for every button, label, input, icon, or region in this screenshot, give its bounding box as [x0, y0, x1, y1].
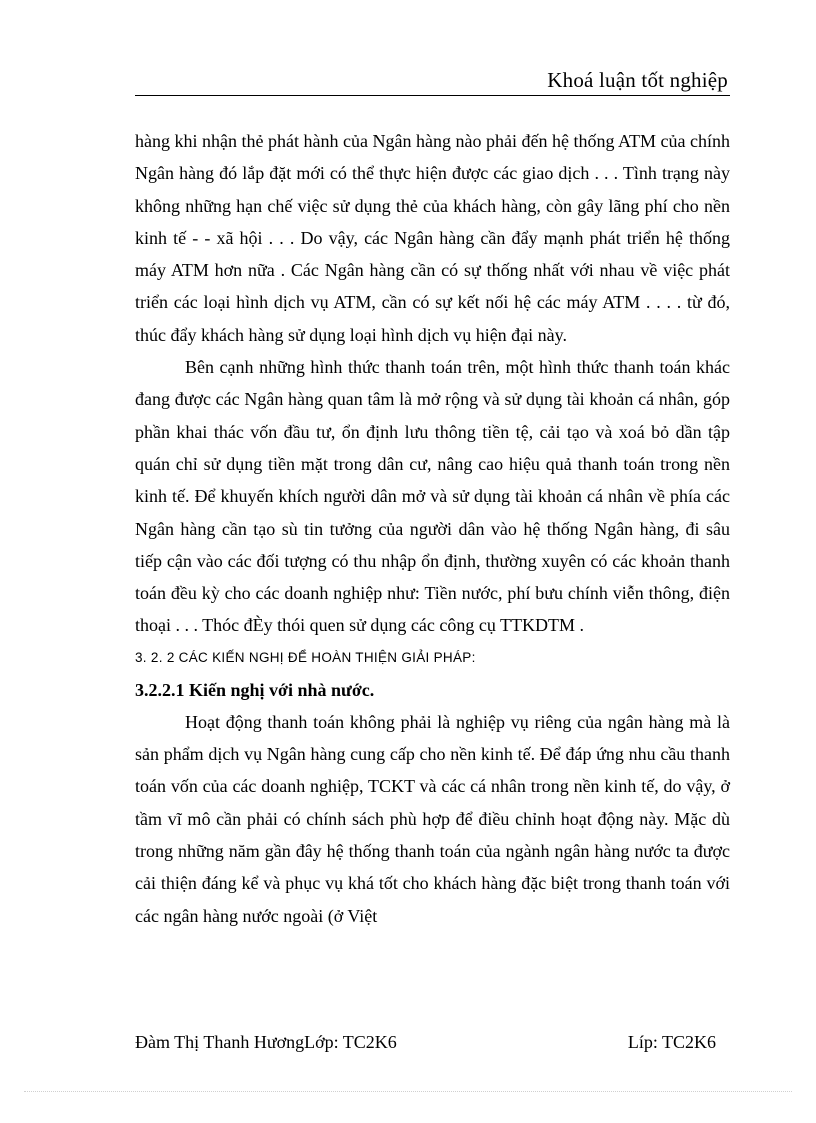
paragraph-continuation: hàng khi nhận thẻ phát hành của Ngân hàng nào phải đến hệ thống ATM của chính Ngân hàng đó lắp đặt mới có thể thực hiện được các giao dịch . . . Tình trạng này không những hạn chế việc sử dụng thẻ của khách hàng, còn gây lãng phí cho nền kinh tế - - xã hội . . . Do vậy, các Ngân hàng cần đẩy mạnh phát triển hệ thống máy ATM hơn nữa . Các Ngân hàng cần có sự thống nhất với nhau về việc phát triển các loại hình dịch vụ ATM, cần có sự kết nối hệ các máy ATM . . . . từ đó, thúc đẩy khách hàng sử dụng loại hình dịch vụ hiện đại này. [135, 131, 730, 345]
footer-author: Đàm Thị Thanh HươngLớp: TC2K6 [135, 1032, 397, 1052]
page-footer [135, 1032, 730, 1058]
footer-class: Líp: TC2K6 [627, 1032, 716, 1052]
section-heading: 3. 2. 2 CÁC KIẾN NGHỊ ĐỂ HOÀN THIỆN GIẢI PHÁP: [135, 649, 476, 665]
page-content [135, 125, 730, 932]
header-title: Khoá luận tốt nghiệp [547, 68, 728, 92]
paragraph-state-recommendation: Hoạt động thanh toán không phải là nghiệp vụ riêng của ngân hàng mà là sản phẩm dịch vụ Ngân hàng cung cấp cho nền kinh tế. Để đáp ứng nhu cầu thanh toán vốn của các doanh nghiệp, TCKT và các cá nhân trong nền kinh tế, do vậy, ở tầm vĩ mô cần phải có chính sách phù hợp để điều chỉnh hoạt động này. Mặc dù trong những năm gần đây hệ thống thanh toán của ngành ngân hàng nước ta được cải thiện đáng kể và phục vụ khá tốt cho khách hàng đặc biệt trong thanh toán với các ngân hàng nước ngoài (ở Việt [135, 711, 730, 926]
paragraph-personal-accounts: Bên cạnh những hình thức thanh toán trên, một hình thức thanh toán khác đang được các Ngân hàng quan tâm là mở rộng và sử dụng tài khoản cá nhân, góp phần khai thác vốn đầu tư, ổn định lưu thông tiền tệ, cải tạo và xoá bỏ dần tập quán chỉ sử dụng tiền mặt trong dân cư, nâng cao hiệu quả thanh toán trong nền kinh tế. Để khuyến khích người dân mở và sử dụng tài khoản cá nhân về phía các Ngân hàng cần tạo sù tin tưởng của người dân vào hệ thống Ngân hàng, đi sâu tiếp cận vào các đối tượng có thu nhập ổn định, thường xuyên có các khoản thanh toán đều kỳ cho các doanh nghiệp như: Tiền nước, phí bưu chính viễn thông, điện thoại . . . Thóc đÈy thói quen sử dụng các công cụ TTKDTM . [135, 357, 730, 636]
page-header [135, 68, 730, 96]
page-edge-divider [24, 1091, 792, 1092]
sub-heading: 3.2.2.1 Kiến nghị với nhà nước. [135, 679, 375, 700]
